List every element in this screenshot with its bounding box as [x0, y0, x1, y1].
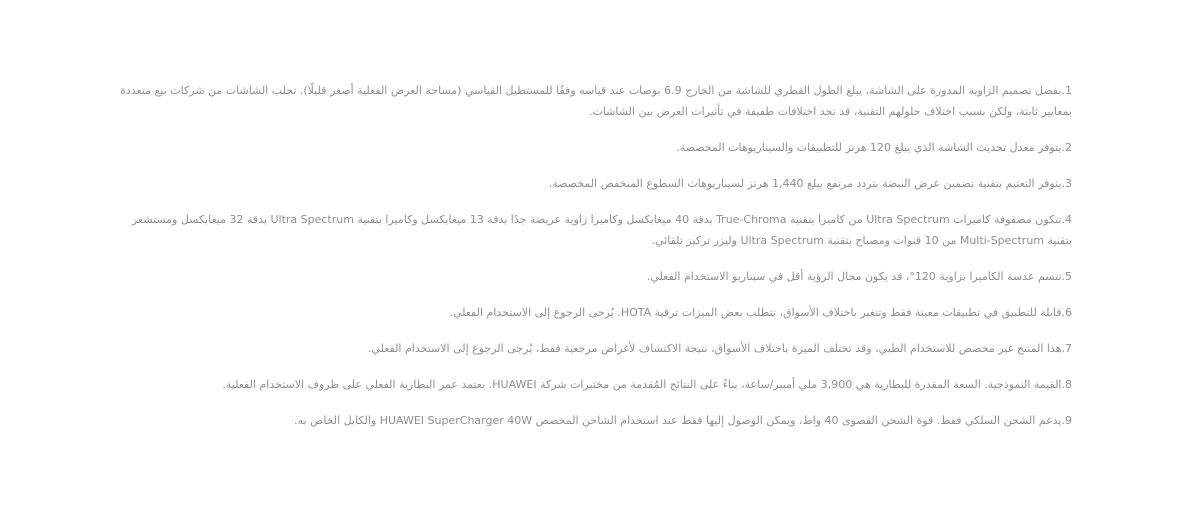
- footnote-1: 1.بفضل تصميم الزاوية المدورة على الشاشة، يبلغ الطول القطري للشاشة من الخارج 6.9 بوصات عند قياسه وفقًا للمستطيل القياسي (مساحة العرض الفعلية أصغر قليلًا). تجلب الشاشات من شركات بيع متعددة بمعايير ثابتة، ولكن بسبب اختلاف حلولهم التقنية، قد تجد اختلافات طفيفة في تأثيرات العرض بين الشاشات.: [120, 84, 1072, 118]
- footnote-2: 2.يتوفر معدل تحديث الشاشة الذي يبلغ 120 هرتز للتطبيقات والسيناريوهات المخصصة.: [676, 141, 1072, 154]
- footnote-7: 7.هذا المنتج غير مخصص للاستخدام الطبي، وقد تختلف الميزة باختلاف الأسواق، نتيجة الاكتشاف لأغراض مرجعية فقط، يُرجى الرجوع إلى الاستخدام الفعلي.: [367, 342, 1072, 355]
- footnote-3: 3.يتوفر التعتيم بتقنية تضمين عرض النبضة بتردد مرتفع يبلغ 1,440 هرتز لسيناريوهات السطوع المنخفض المخصصة.: [548, 177, 1072, 190]
- footnote-6: 6.قابلة للتطبيق في تطبيقات معينة فقط وتتغير باختلاف الأسواق، تتطلب بعض الميزات ترقية HOTA. يُرجى الرجوع إلى الاستخدام الفعلي.: [449, 306, 1072, 319]
- footnotes-list: [120, 80, 1072, 446]
- footnote-4: 4.تتكون مصفوفة كاميرات Ultra Spectrum من كاميرا بتقنية True-Chroma بدقة 40 ميغابكسل وكاميرا زاوية عريضة جدًا بدقة 13 ميغابكسل وكاميرا بتقنية Ultra Spectrum بدقة 32 ميغابكسل ومستشعر بتقنية Multi-Spectrum من 10 قنوات ومصباح بتقنية Ultra Spectrum وليزر تركيز تلقائي.: [131, 213, 1072, 247]
- footnote-5: 5.تتسم عدسة الكاميرا بزاوية 120°، قد يكون مجال الرؤية أقل في سيناريو الاستخدام الفعلي.: [646, 270, 1072, 283]
- footnote-9: 9.يدعم الشحن السلكي فقط. قوة الشحن القصوى 40 واط، ويمكن الوصول إليها فقط عند استخدام الشاحن المخصص HUAWEI SuperCharger 40W والكابل الخاص به.: [294, 414, 1072, 427]
- footnote-8: 8.القيمة النموذجية. السعة المقدرة للبطارية هي 3,900 ملي أمبير/ساعة، بناءً على النتائج المُقدمة من مختبرات شركة HUAWEI. يعتمد عمر البطارية الفعلي على ظروف الاستخدام الفعلية.: [222, 378, 1072, 391]
